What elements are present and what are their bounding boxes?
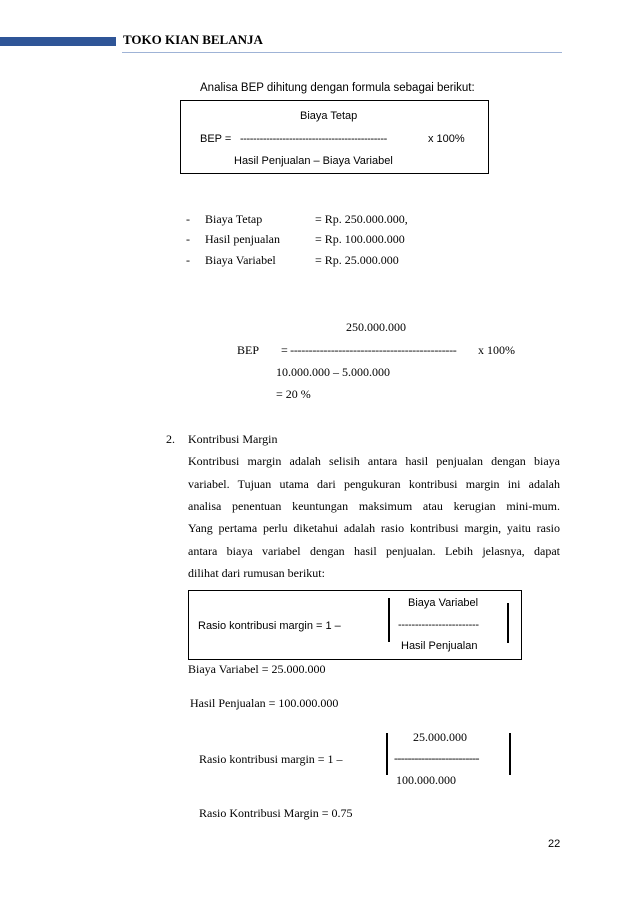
input-name: Biaya Tetap (205, 212, 263, 226)
rasio-formula-label: Rasio kontribusi margin = 1 – (198, 620, 341, 632)
biaya-variabel-value: Biaya Variabel = 25.000.000 (188, 662, 326, 676)
bep-formula-denominator: Hasil Penjualan – Biaya Variabel (234, 155, 393, 167)
paragraph-line: antara biaya variabel dengan hasil penjualan. Lebih jelasnya, dapat (188, 544, 560, 558)
rasio-formula-denominator: Hasil Penjualan (401, 640, 478, 652)
input-bullet: - (186, 232, 190, 246)
paragraph-line: Yang pertama perlu diketahui adalah rasio kontribusi margin, yaitu rasio (188, 521, 560, 535)
bep-calc-result: = 20 % (276, 387, 311, 401)
input-value: = Rp. 250.000.000, (315, 212, 408, 226)
input-name: Biaya Variabel (205, 253, 276, 267)
rasio-calc-bracket-left (386, 733, 388, 775)
bep-formula-label: BEP = (200, 133, 232, 145)
rasio-formula-bracket-right (507, 603, 509, 643)
header-title: TOKO KIAN BELANJA (123, 32, 263, 47)
bep-calc-dashes: = --------------------------------------------- (281, 343, 457, 357)
bep-formula-dashes: --------------------------------------------- (240, 133, 387, 145)
section-number: 2. (166, 432, 175, 446)
bep-calc-numerator: 250.000.000 (346, 320, 406, 334)
paragraph-line: variabel. Tujuan utama dari pengukuran kontribusi margin ini adalah (188, 477, 560, 491)
bep-formula-multiplier: x 100% (428, 133, 465, 145)
bep-calc-multiplier: x 100% (478, 343, 515, 357)
bep-formula-numerator: Biaya Tetap (300, 110, 358, 122)
input-name: Hasil penjualan (205, 232, 280, 246)
section-title: Kontribusi Margin (188, 432, 278, 446)
rasio-formula-numerator: Biaya Variabel (408, 597, 479, 609)
header-rule (122, 52, 562, 53)
rasio-calc-numerator: 25.000.000 (413, 730, 467, 744)
paragraph-line: Kontribusi margin adalah selisih antara hasil penjualan dengan biaya (188, 454, 560, 468)
input-value: = Rp. 25.000.000 (315, 253, 399, 267)
rasio-calc-dashes: ------------------------- (394, 751, 479, 765)
hasil-penjualan-value: Hasil Penjualan = 100.000.000 (190, 696, 339, 710)
bep-calc-denominator: 10.000.000 – 5.000.000 (276, 365, 390, 379)
paragraph-line: dilihat dari rumusan berikut: (188, 566, 325, 580)
paragraph-line: analisa penentuan keuntungan maksimum atau kerugian mini-mum. (188, 499, 560, 513)
intro-text: Analisa BEP dihitung dengan formula sebagai berikut: (200, 82, 475, 94)
rasio-formula-dashes: ------------------------ (398, 619, 479, 631)
input-value: = Rp. 100.000.000 (315, 232, 405, 246)
rasio-calc-label: Rasio kontribusi margin = 1 – (199, 752, 343, 766)
rasio-calc-denominator: 100.000.000 (396, 773, 456, 787)
input-bullet: - (186, 212, 190, 226)
header-accent-bar (0, 37, 116, 46)
page-number: 22 (548, 838, 561, 850)
input-bullet: - (186, 253, 190, 267)
rasio-result: Rasio Kontribusi Margin = 0.75 (199, 806, 353, 820)
rasio-formula-bracket-left (388, 598, 390, 642)
rasio-calc-bracket-right (509, 733, 511, 775)
bep-calc-label: BEP (237, 343, 260, 357)
